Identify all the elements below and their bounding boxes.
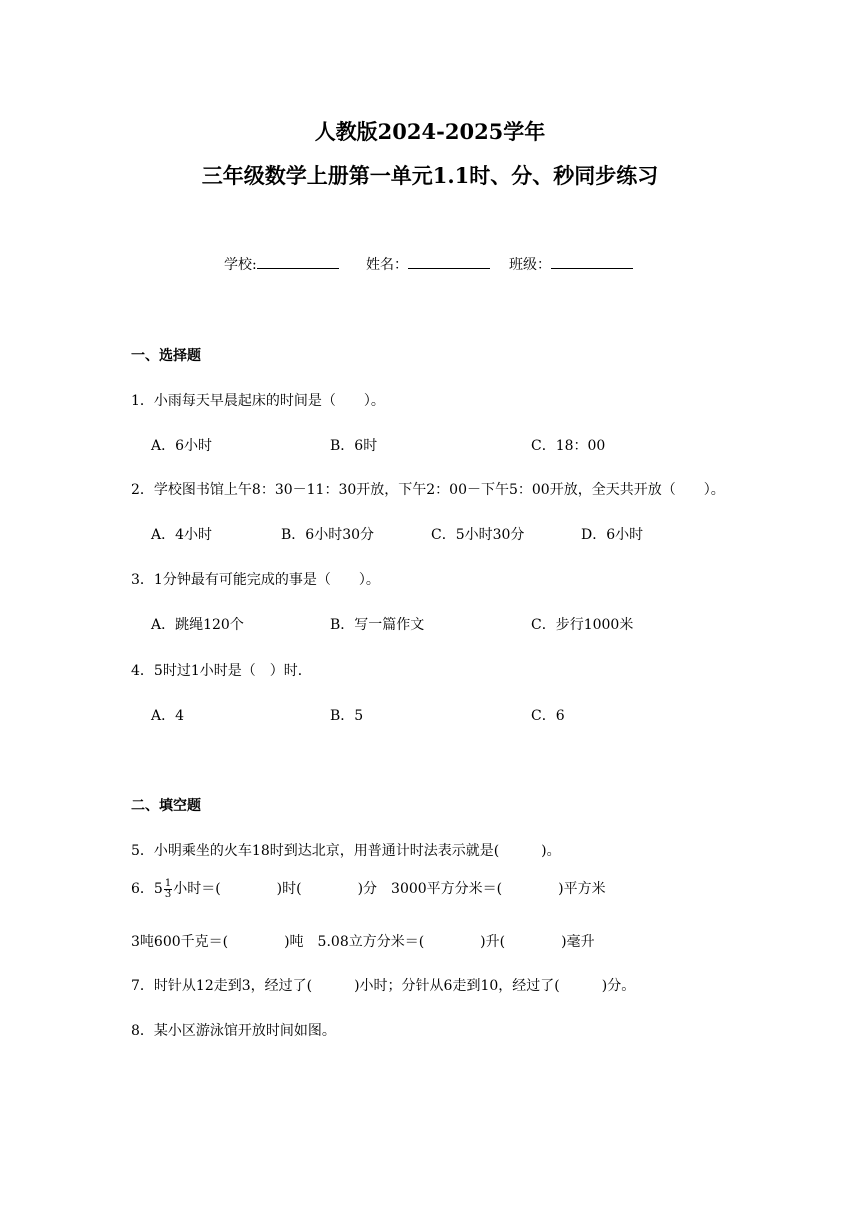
q2-option-b: B．6小时30分 — [281, 527, 375, 543]
question-4: 4．5时过1小时是（ ）时． — [131, 663, 312, 679]
question-5: 5．小明乘坐的火车18时到达北京，用普通计时法表示就是( )。 — [131, 843, 561, 859]
mixed-fraction — [164, 879, 172, 900]
class-field — [509, 254, 633, 274]
q1-option-c: C．18：00 — [531, 438, 606, 454]
question-6 — [131, 878, 606, 900]
q2-option-c: C．5小时30分 — [431, 527, 525, 543]
class-label: 班级： — [509, 257, 551, 273]
fraction-denominator: 3 — [164, 888, 172, 900]
question-1: 1．小雨每天早晨起床的时间是（ ）。 — [131, 393, 385, 409]
q6-prefix: 6．5 — [131, 881, 163, 897]
section2-heading: 二、填空题 — [131, 798, 201, 814]
question-3: 3．1分钟最有可能完成的事是（ ）。 — [131, 572, 380, 588]
q3-option-c: C．步行1000米 — [531, 617, 634, 633]
class-blank — [551, 254, 633, 269]
q3-option-a: A．跳绳120个 — [151, 617, 244, 633]
school-blank — [257, 254, 339, 269]
q4-option-c: C．6 — [531, 708, 565, 724]
document-title-line2: 三年级数学上册第一单元1.1时、分、秒同步练习 — [201, 163, 659, 188]
q4-option-a: A．4 — [151, 708, 185, 724]
school-label: 学校: — [224, 257, 257, 273]
q2-option-a: A．4小时 — [151, 527, 213, 543]
q1-option-a: A．6小时 — [151, 438, 213, 454]
school-field — [224, 254, 339, 274]
question-7: 7．时针从12走到3，经过了( )小时；分针从6走到10，经过了( )分。 — [131, 978, 636, 994]
fraction-numerator: 1 — [164, 877, 172, 889]
question-2: 2．学校图书馆上午8：30－11：30开放，下午2：00－下午5：00开放，全天共开放（ ）。 — [131, 482, 725, 498]
q6-suffix: 小时＝( )时( )分 3000平方分米＝( )平方米 — [173, 881, 606, 897]
name-blank — [408, 254, 490, 269]
document-title-line1: 人教版2024-2025学年 — [314, 119, 546, 144]
name-label: 姓名： — [366, 257, 408, 273]
question-8: 8．某小区游泳馆开放时间如图。 — [131, 1023, 336, 1039]
question-6-line2: 3吨600千克＝( )吨 5.08立方分米＝( )升( )毫升 — [131, 934, 595, 950]
q3-option-b: B．写一篇作文 — [330, 617, 425, 633]
section1-heading: 一、选择题 — [131, 348, 201, 364]
name-field — [366, 254, 490, 274]
q2-option-d: D．6小时 — [581, 527, 644, 543]
q1-option-b: B．6时 — [330, 438, 378, 454]
q4-option-b: B．5 — [330, 708, 364, 724]
